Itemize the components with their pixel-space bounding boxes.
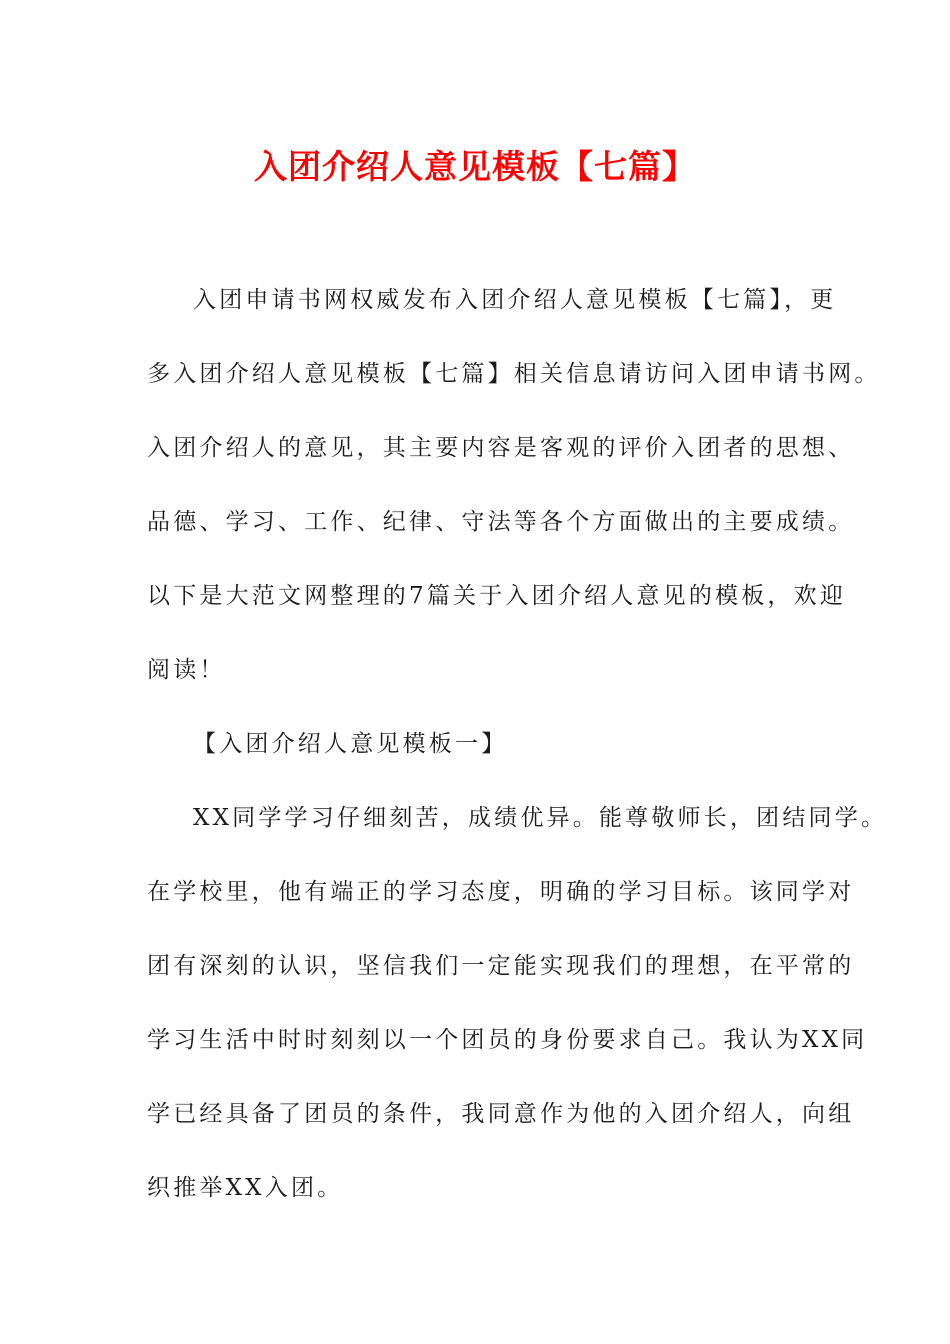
section-heading: 【入团介绍人意见模板一】 [193, 731, 508, 757]
intro-line-3: 入团介绍人的意见，其主要内容是客观的评价入团者的思想、 [147, 435, 855, 461]
section-line-6: 织推举XX入团。 [147, 1175, 344, 1201]
section-line-5: 学已经具备了团员的条件，我同意作为他的入团介绍人，向组 [147, 1101, 855, 1127]
section-line-3: 团有深刻的认识，坚信我们一定能实现我们的理想，在平常的 [147, 953, 855, 979]
intro-line-4: 品德、学习、工作、纪律、守法等各个方面做出的主要成绩。 [147, 509, 855, 535]
intro-line-5: 以下是大范文网整理的7篇关于入团介绍人意见的模板，欢迎 [147, 583, 847, 609]
intro-line-1: 入团申请书网权威发布入团介绍人意见模板【七篇】，更 [193, 287, 837, 313]
document-title: 入团介绍人意见模板【七篇】 [254, 147, 696, 186]
section-line-4: 学习生活中时时刻刻以一个团员的身份要求自己。我认为XX同 [147, 1027, 868, 1053]
section-line-1: XX同学学习仔细刻苦，成绩优异。能尊敬师长，团结同学。 [193, 805, 888, 831]
section-line-2: 在学校里，他有端正的学习态度，明确的学习目标。该同学对 [147, 879, 855, 905]
intro-line-6: 阅读！ [147, 657, 226, 683]
intro-line-2: 多入团介绍人意见模板【七篇】相关信息请访问入团申请书网。 [147, 361, 881, 387]
